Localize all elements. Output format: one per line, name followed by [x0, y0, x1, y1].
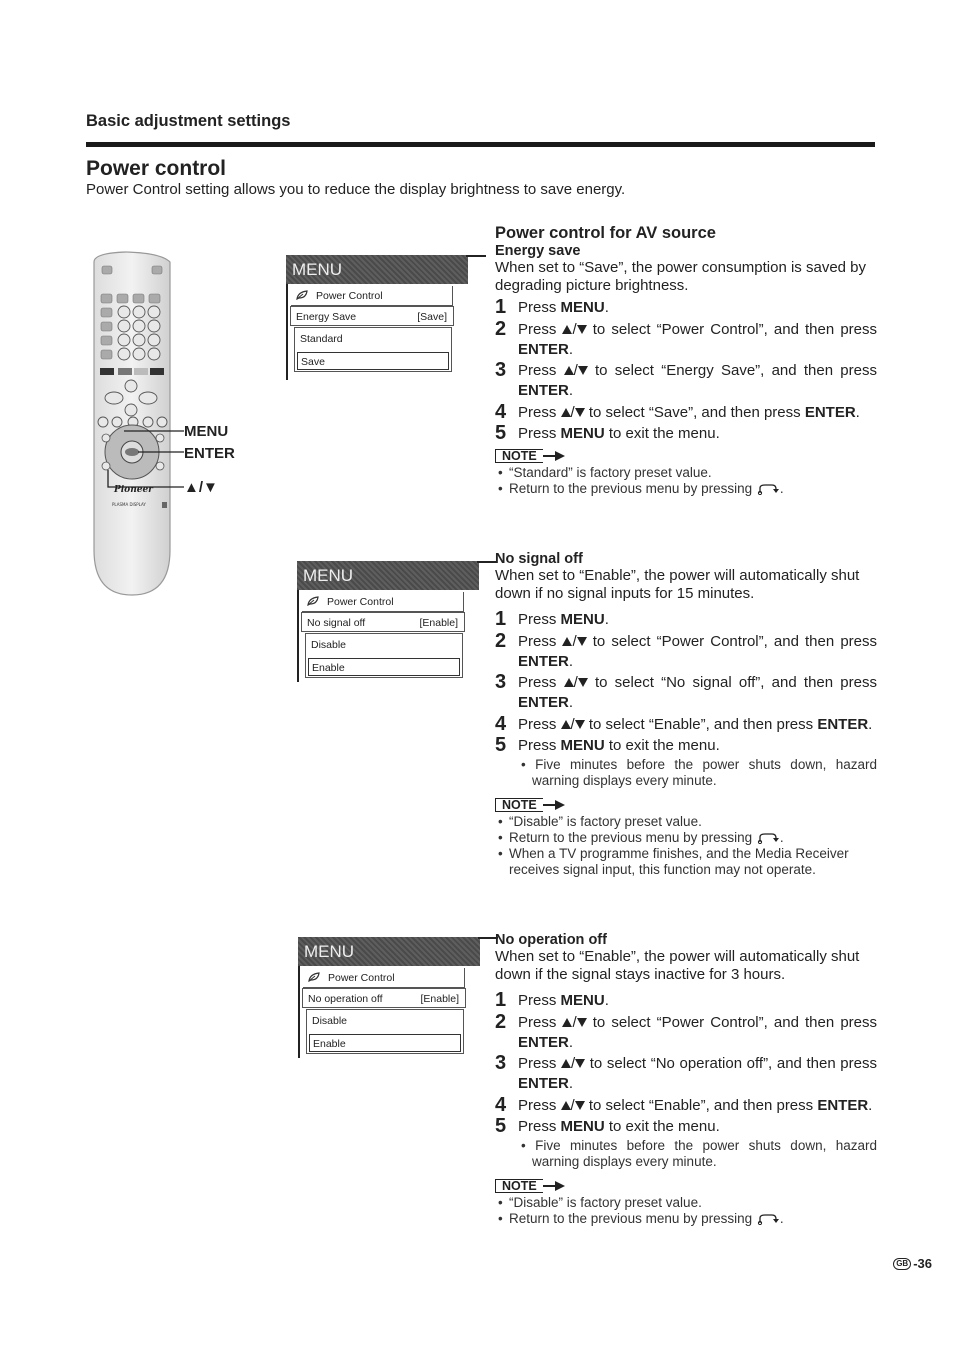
- step-text: Press: [518, 1096, 561, 1114]
- step-item: [495, 400, 877, 423]
- note-item: • “Disable” is factory preset value.: [495, 814, 877, 830]
- step-text: to exit the menu.: [604, 1118, 720, 1135]
- step-text: to select “Energy Save”, and then press: [587, 362, 877, 379]
- page-number: [893, 1256, 932, 1271]
- note-item: • Return to the previous menu by pressing .: [495, 481, 877, 497]
- remote-brand: Pioneer: [114, 485, 153, 495]
- up-down-arrows-icon: /: [561, 404, 585, 421]
- note-item: • Return to the previous menu by pressing .: [495, 1211, 877, 1227]
- remote-model-text: PLASMA DISPLAY: [112, 502, 146, 507]
- step-text: .: [868, 715, 873, 733]
- note-label: NOTE: [495, 798, 565, 812]
- step-item: [495, 361, 877, 401]
- osd-item-value: [Save]: [417, 311, 447, 323]
- osd-option-disable: Disable: [311, 639, 347, 651]
- osd-power-control-label: Power Control: [316, 290, 383, 302]
- step-number: 1: [495, 989, 507, 1011]
- step-text: Press: [518, 1013, 563, 1031]
- osd-option-enable-selected: Enable: [309, 1034, 461, 1052]
- step-text: to select “Power Control”, and then press: [586, 632, 877, 650]
- step-text: MENU: [560, 299, 605, 316]
- note-label: NOTE: [495, 1179, 565, 1193]
- step-text: ENTER: [804, 403, 856, 421]
- step-text: .: [604, 299, 609, 316]
- step-item: [495, 298, 877, 318]
- step-text: Press: [518, 611, 561, 628]
- step-text: MENU: [560, 425, 605, 442]
- no-signal-description: When set to “Enable”, the power will automatically shut down if no signal inputs for 15 minutes.: [495, 567, 860, 602]
- step-number: 4: [495, 400, 507, 423]
- step-text: Press: [518, 1118, 561, 1135]
- step-number: 2: [495, 317, 507, 340]
- step-text: ENTER: [518, 340, 569, 358]
- note-item: • Return to the previous menu by pressing .: [495, 830, 877, 846]
- step-text: Press: [518, 299, 561, 316]
- leaf-icon: [307, 596, 319, 606]
- osd-item-row: [302, 988, 466, 1008]
- step-number: 2: [495, 629, 507, 652]
- no-signal-heading: No signal off: [495, 551, 583, 567]
- leaf-icon: [296, 290, 308, 300]
- step-number: 5: [495, 734, 507, 756]
- osd-item-value: [Enable]: [420, 993, 459, 1005]
- subsection-heading: Power control for AV source: [495, 224, 716, 242]
- step-number: 3: [495, 359, 507, 381]
- step-item: [495, 1054, 877, 1094]
- note-label: NOTE: [495, 449, 565, 463]
- step-text: .: [568, 382, 574, 399]
- osd-option-enable-selected: Enable: [308, 658, 460, 676]
- osd-power-control-row: [302, 592, 464, 612]
- step-text: Press: [518, 632, 563, 650]
- step-text: .: [568, 340, 574, 358]
- step-text: Press: [518, 425, 561, 442]
- step-text: to select “Enable”, and then press: [584, 715, 818, 733]
- up-down-arrows-icon: /: [564, 362, 588, 379]
- note-energy-save: [495, 446, 877, 497]
- step-text: to select “Power Control”, and then press: [586, 320, 877, 338]
- step-item: [495, 736, 877, 789]
- leaf-icon: [308, 972, 320, 982]
- step-item: [495, 424, 877, 444]
- osd-item-row: [301, 612, 465, 632]
- osd-menu-energy-save: [286, 255, 468, 380]
- note-item: • “Disable” is factory preset value.: [495, 1195, 877, 1211]
- step-number: 1: [495, 608, 507, 630]
- step-text: ENTER: [518, 382, 569, 399]
- step-text: .: [868, 1096, 873, 1114]
- step-item: [495, 629, 877, 672]
- return-icon: [756, 1213, 780, 1225]
- no-operation-description: When set to “Enable”, the power will automatically shut down if the signal stays inactive for 3 hours.: [495, 948, 860, 983]
- step-number: 2: [495, 1010, 507, 1033]
- energy-save-heading: Energy save: [495, 243, 581, 259]
- header-rule: [86, 142, 875, 147]
- region-badge: GB: [893, 1258, 911, 1270]
- step-item: [495, 673, 877, 713]
- step-text: Press: [518, 674, 564, 691]
- step-number: 5: [495, 1115, 507, 1137]
- up-down-arrows-icon: /: [562, 321, 586, 338]
- step-text: Press: [518, 737, 561, 754]
- step-text: to exit the menu.: [604, 425, 720, 442]
- step-text: to select “Save”, and then press: [584, 403, 805, 421]
- note-item: • “Standard” is factory preset value.: [495, 465, 877, 481]
- osd-item-label: Energy Save: [296, 311, 357, 323]
- step-number: 5: [495, 422, 507, 444]
- steps-no-signal: [495, 610, 877, 789]
- osd-option-standard: Standard: [300, 333, 343, 345]
- osd-menu-title: MENU: [286, 255, 468, 284]
- step-text: MENU: [560, 611, 605, 628]
- step-text: MENU: [560, 992, 605, 1009]
- steps-energy-save: [495, 298, 877, 444]
- return-icon: [756, 832, 780, 844]
- osd-menu-title: MENU: [297, 561, 479, 590]
- step-text: .: [855, 403, 860, 421]
- step-text: .: [604, 992, 609, 1009]
- step-number: 4: [495, 712, 507, 735]
- step-text: ENTER: [518, 1075, 569, 1092]
- intro-text: Power Control setting allows you to reduce the display brightness to save energy.: [86, 181, 626, 198]
- osd-option-save-selected: Save: [297, 352, 449, 370]
- osd-power-control-label: Power Control: [327, 596, 394, 608]
- no-operation-heading: No operation off: [495, 932, 607, 948]
- step-text: Press: [518, 320, 563, 338]
- step-text: MENU: [560, 1118, 605, 1135]
- step-text: .: [568, 1033, 574, 1051]
- osd-item-value: [Enable]: [419, 617, 458, 629]
- step-text: ENTER: [817, 1096, 869, 1114]
- step-number: 3: [495, 671, 507, 693]
- step-text: to select “Enable”, and then press: [584, 1096, 818, 1114]
- note-item: • When a TV programme finishes, and the Media Receiver receives signal input, this function may not operate.: [495, 846, 877, 878]
- step-text: Press: [518, 403, 561, 421]
- osd-option-disable: Disable: [312, 1015, 348, 1027]
- step-text: ENTER: [518, 1033, 569, 1051]
- step-item: [495, 610, 877, 630]
- osd-item-label: No operation off: [308, 993, 383, 1005]
- osd-menu-no-signal: [297, 561, 479, 686]
- step-text: .: [604, 611, 609, 628]
- up-down-arrows-icon: /: [561, 1097, 585, 1114]
- up-down-arrows-icon: /: [562, 633, 586, 650]
- osd-options: [306, 1009, 464, 1054]
- osd-power-control-row: [303, 968, 465, 988]
- steps-no-operation: [495, 991, 877, 1170]
- page-title: Power control: [86, 157, 227, 180]
- remote-label-enter: ENTER: [184, 445, 235, 462]
- energy-save-description: When set to “Save”, the power consumption is saved by degrading picture brightness.: [495, 259, 867, 294]
- osd-power-control-label: Power Control: [328, 972, 395, 984]
- note-no-operation: [495, 1176, 877, 1227]
- step-item: [495, 1117, 877, 1170]
- step-text: ENTER: [518, 652, 569, 670]
- step-text: .: [568, 1075, 574, 1092]
- step-number: 3: [495, 1052, 507, 1074]
- return-icon: [756, 483, 780, 495]
- step-text: Press: [518, 362, 564, 379]
- up-down-arrows-icon: /: [564, 674, 588, 691]
- step-item: [495, 991, 877, 1011]
- up-down-arrows-icon: /: [561, 1055, 585, 1072]
- step-subnote: • Five minutes before the power shuts down, hazard warning displays every minute.: [521, 757, 877, 788]
- step-text: to select “No signal off”, and then press: [587, 674, 877, 691]
- step-number: 4: [495, 1093, 507, 1116]
- step-item: [495, 1010, 877, 1053]
- osd-menu-no-operation: [298, 937, 480, 1062]
- step-text: to select “No operation off”, and then press: [585, 1055, 877, 1072]
- step-text: .: [568, 694, 574, 711]
- osd-options: [305, 633, 463, 678]
- osd-options: [294, 327, 452, 372]
- remote-label-menu: MENU: [184, 423, 229, 440]
- step-item: [495, 317, 877, 360]
- step-item: [495, 712, 877, 735]
- remote-label-arrows: ▲/▼: [184, 479, 218, 496]
- up-down-arrows-icon: /: [562, 1014, 586, 1031]
- step-text: MENU: [560, 737, 605, 754]
- osd-power-control-row: [291, 286, 453, 306]
- osd-item-label: No signal off: [307, 617, 366, 629]
- step-text: to exit the menu.: [604, 737, 720, 754]
- section-heading: Basic adjustment settings: [86, 112, 291, 130]
- step-text: Press: [518, 992, 561, 1009]
- step-text: to select “Power Control”, and then press: [586, 1013, 877, 1031]
- note-no-signal: [495, 795, 877, 878]
- step-text: ENTER: [518, 694, 569, 711]
- section-no-signal: [495, 551, 877, 878]
- osd-item-row: [290, 306, 454, 326]
- page-number-text: -36: [913, 1256, 932, 1271]
- step-text: Press: [518, 715, 561, 733]
- section-no-operation: [495, 932, 877, 1227]
- step-item: [495, 1093, 877, 1116]
- up-down-arrows-icon: /: [561, 716, 585, 733]
- step-text: Press: [518, 1055, 561, 1072]
- osd-menu-title: MENU: [298, 937, 480, 966]
- step-subnote: • Five minutes before the power shuts down, hazard warning displays every minute.: [521, 1138, 877, 1169]
- step-number: 1: [495, 296, 507, 318]
- step-text: .: [568, 652, 574, 670]
- section-av-source: [495, 224, 877, 497]
- step-text: ENTER: [817, 715, 869, 733]
